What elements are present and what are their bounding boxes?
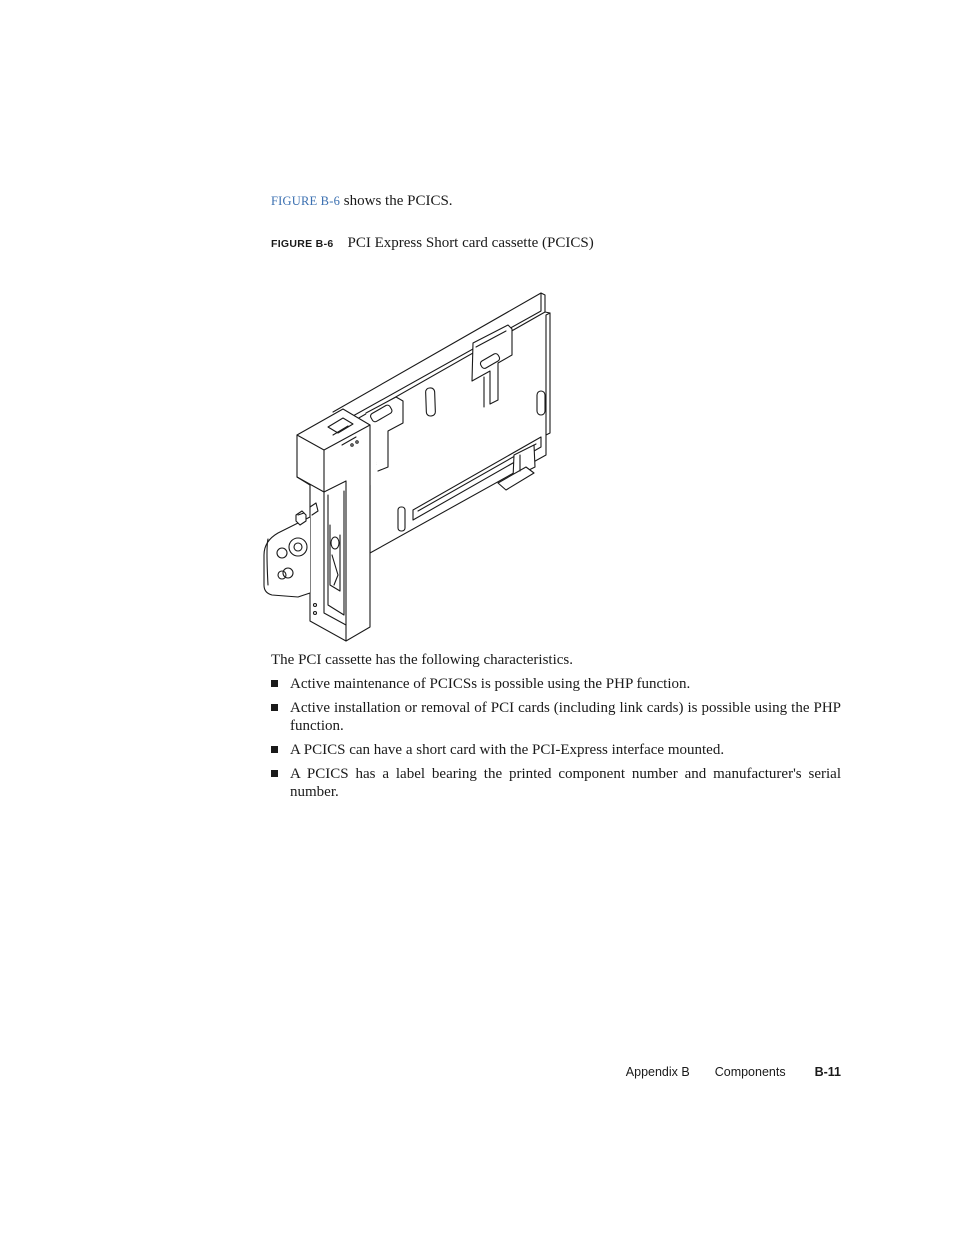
characteristics-list	[271, 675, 841, 807]
figure-cross-reference-link[interactable]: FIGURE B-6	[271, 194, 341, 208]
list-item	[271, 699, 841, 735]
bullet-square-icon	[271, 746, 278, 753]
list-item	[271, 765, 841, 801]
list-item	[271, 741, 841, 759]
bullet-square-icon	[271, 704, 278, 711]
figure-caption	[271, 234, 594, 253]
footer-section: Components	[714, 1065, 786, 1079]
pcics-illustration	[258, 285, 558, 647]
characteristics-intro: The PCI cassette has the following characteristics.	[271, 652, 573, 668]
intro-text: shows the PCICS.	[340, 193, 453, 209]
figure-title: PCI Express Short card cassette (PCICS)	[347, 235, 594, 251]
figure-label: FIGURE B-6	[271, 238, 334, 250]
page-footer	[626, 1064, 841, 1080]
intro-paragraph	[271, 192, 453, 210]
page-number: B-11	[814, 1065, 841, 1079]
list-item-text: A PCICS has a label bearing the printed component number and manufacturer's serial number.	[290, 766, 841, 800]
list-item-text: Active installation or removal of PCI cards (including link cards) is possible using the PHP function.	[290, 700, 841, 734]
list-item-text: Active maintenance of PCICSs is possible using the PHP function.	[290, 676, 691, 692]
footer-appendix: Appendix B	[625, 1065, 690, 1079]
bullet-square-icon	[271, 770, 278, 777]
list-item	[271, 675, 841, 693]
list-item-text: A PCICS can have a short card with the PCI-Express interface mounted.	[290, 742, 725, 758]
bullet-square-icon	[271, 680, 278, 687]
